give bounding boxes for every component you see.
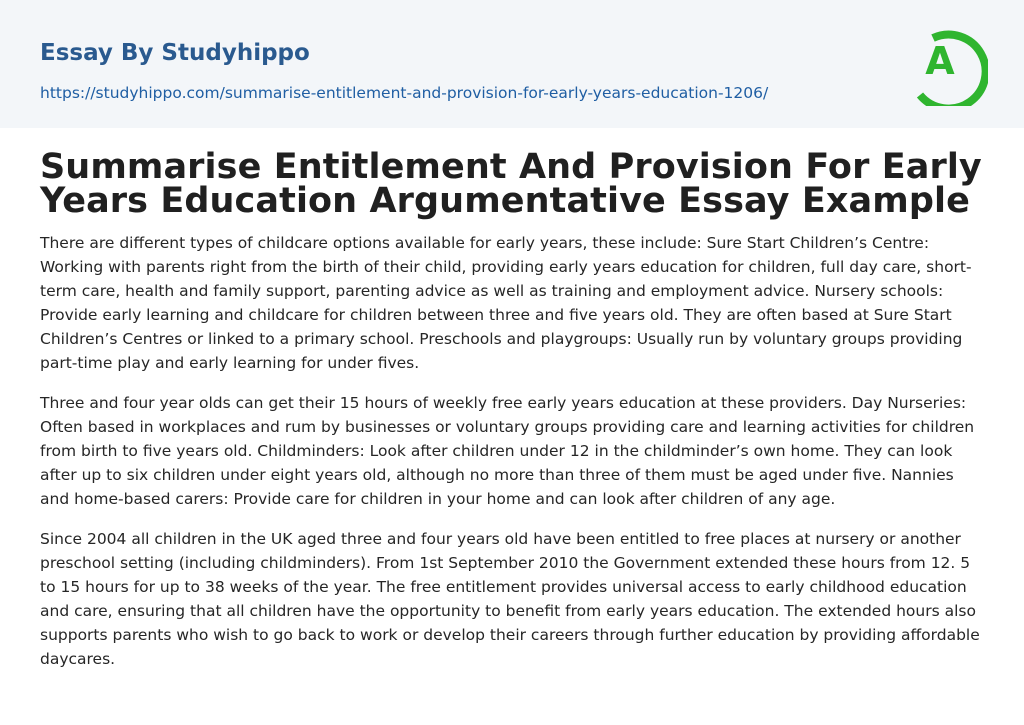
article-paragraph: Three and four year olds can get their 15 hours of weekly free early years education at these providers. Day Nurseries: Often based in workplaces and rum by businesses or voluntary groups providing care and learning activities for children from birth to five years old. Childminders: Look after children under 12 in the childminder’s own home. They can look after up to six children under eight years old, although no more than three of them must be aged under five. Nannies and home-based carers: Provide care for children in your home and can look after children of any age. [40, 394, 975, 508]
source-url-link[interactable]: https://studyhippo.com/summarise-entitlement-and-provision-for-early-years-education-1206/ [40, 84, 769, 102]
article-title: Summarise Entitlement And Provision For Early Years Education Argumentative Essay Example [40, 147, 982, 221]
article-paragraph: There are different types of childcare options available for early years, these include: Sure Start Children’s Centre: Working with parents right from the birth of their child, providing early years education for children, full day care, short-term care, health and family support, parenting advice as well as training and employment advice. Nursery schools: Provide early learning and childcare for children between three and five years old. They are often based at Sure Start Children’s Centres or linked to a primary school. Preschools and playgroups: Usually run by voluntary groups providing part-time play and early learning for under fives. [40, 234, 972, 372]
site-header [0, 0, 1024, 128]
article [40, 147, 986, 687]
site-title[interactable]: Essay By Studyhippo [40, 40, 310, 66]
logo-letter: A [925, 39, 955, 83]
article-paragraph: Since 2004 all children in the UK aged three and four years old have been entitled to free places at nursery or another preschool setting (including childminders). From 1st September 2010 the Government extended these hours from 12. 5 to 15 hours for up to 38 weeks of the year. The free entitlement provides universal access to early childhood education and care, ensuring that all children have the opportunity to benefit from early years education. The extended hours also supports parents who wish to go back to work or develop their careers through further education by providing affordable daycares. [40, 530, 980, 668]
studyhippo-logo-icon[interactable] [910, 18, 988, 106]
